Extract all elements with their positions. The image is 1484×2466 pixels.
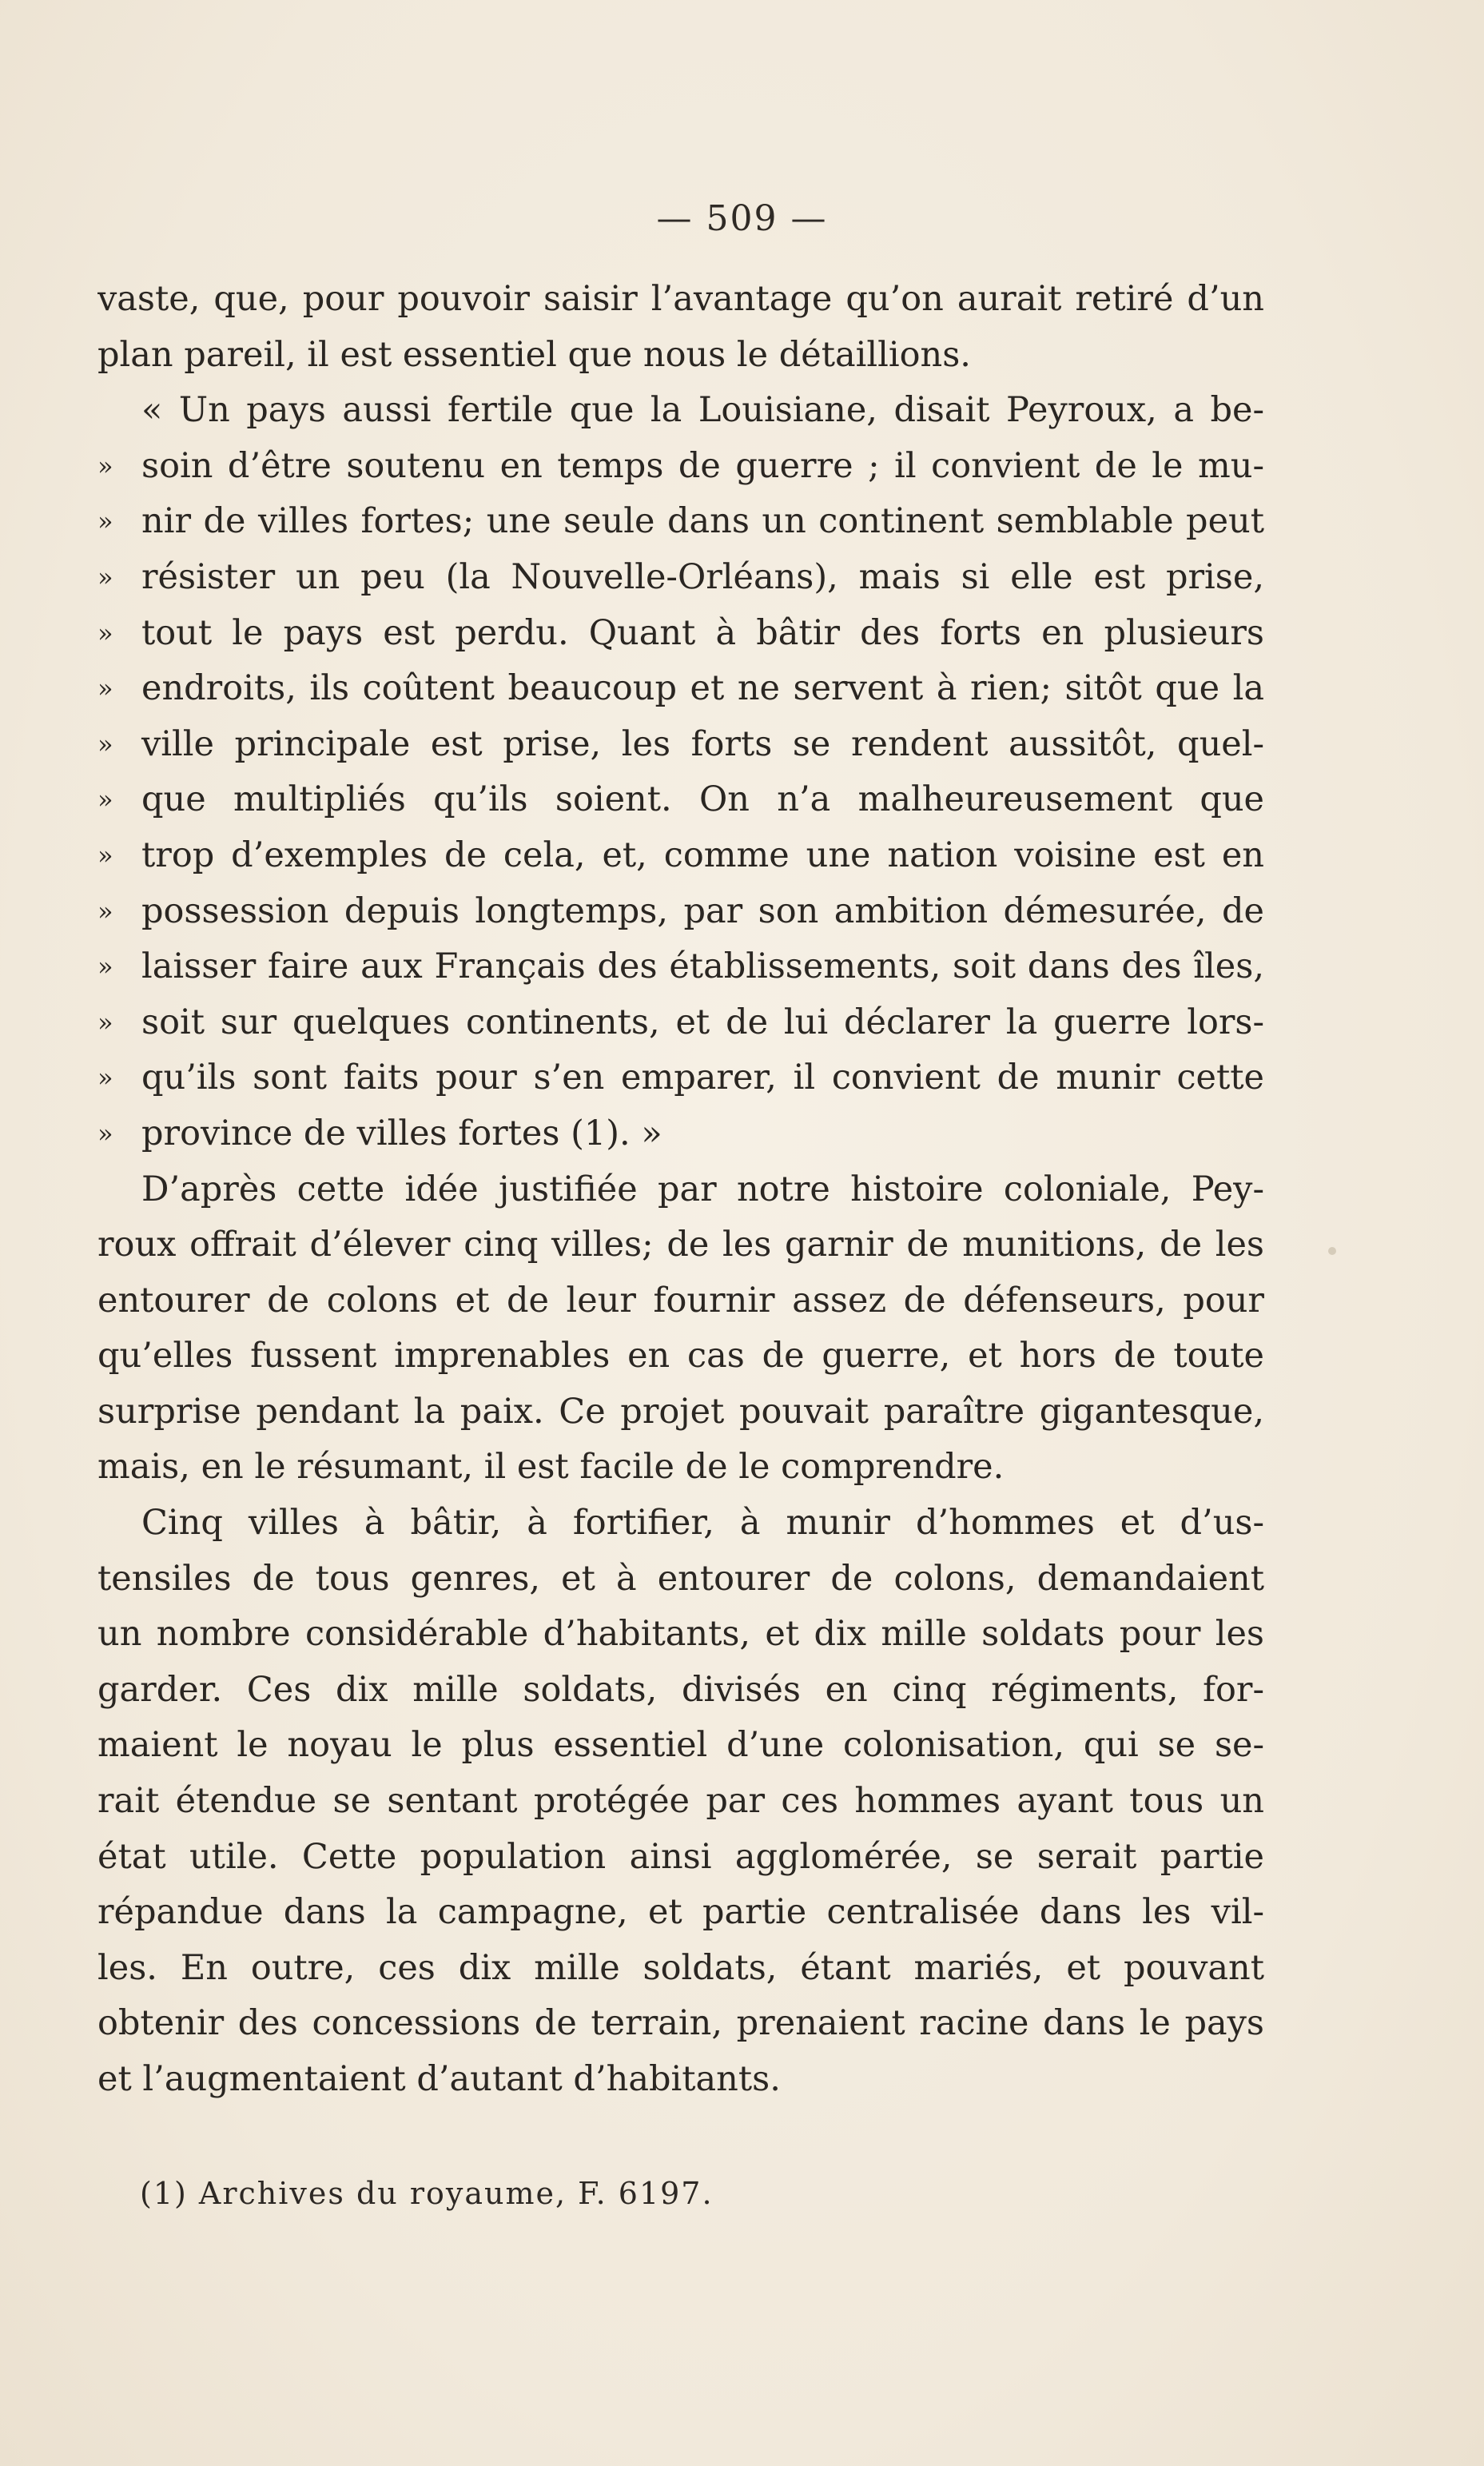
text-line: [97, 717, 1264, 773]
line-text: un nombre considérable d’habitants, et dix mille soldats pour les: [97, 1614, 1264, 1655]
line-text: et l’augmentaient d’autant d’habitants.: [97, 2059, 781, 2099]
line-text: mais, en le résumant, il est facile de le comprendre.: [97, 1447, 1005, 1488]
line-text: qu’ils sont faits pour s’en emparer, il convient de munir cette: [141, 1058, 1264, 1098]
text-line: [97, 1663, 1264, 1719]
text-line: [97, 772, 1264, 828]
text-line: [97, 2052, 1264, 2108]
text-line: [97, 1996, 1264, 2052]
line-text: les. En outre, ces dix mille soldats, étant mariés, et pouvant: [97, 1947, 1264, 1988]
line-text: état utile. Cette population ainsi agglomérée, se serait partie: [97, 1836, 1264, 1877]
text-line: [97, 1774, 1264, 1830]
text-line: [97, 494, 1264, 550]
line-text: tout le pays est perdu. Quant à bâtir des forts en plusieurs: [141, 612, 1264, 653]
quote-mark: »: [97, 506, 113, 537]
text-line: [97, 995, 1264, 1051]
text-line: [97, 1885, 1264, 1941]
text-line: [97, 606, 1264, 662]
quote-mark: »: [97, 450, 113, 481]
text-line: [97, 1273, 1264, 1329]
line-text: soin d’être soutenu en temps de guerre ; il convient de le mu-: [141, 445, 1264, 486]
line-text: résister un peu (la Nouvelle-Orléans), mais si elle est prise,: [141, 556, 1264, 597]
line-text: laisser faire aux Français des établissements, soit dans des îles,: [141, 946, 1264, 987]
text-line: [97, 1941, 1264, 1997]
quote-mark: »: [97, 561, 113, 592]
body-text: [97, 272, 1264, 2108]
line-text: trop d’exemples de cela, et, comme une nation voisine est en: [141, 835, 1264, 875]
text-line: [97, 1440, 1264, 1496]
line-text: soit sur quelques continents, et de lui déclarer la guerre lors-: [141, 1002, 1264, 1042]
quote-mark: »: [97, 951, 113, 982]
text-line: [97, 1552, 1264, 1607]
text-line: [97, 1496, 1264, 1552]
paper-spot: [1328, 1247, 1336, 1255]
text-line: [97, 1217, 1264, 1273]
quote-mark: »: [97, 839, 113, 870]
text-line: [97, 1718, 1264, 1774]
text-line: [97, 1384, 1264, 1440]
quote-mark: »: [97, 1006, 113, 1038]
line-text: ville principale est prise, les forts se rendent aussitôt, quel-: [141, 723, 1264, 764]
line-text: tensiles de tous genres, et à entourer de colons, demandaient: [97, 1558, 1264, 1599]
line-text: maient le noyau le plus essentiel d’une colonisation, qui se se-: [97, 1725, 1264, 1766]
line-text: endroits, ils coûtent beaucoup et ne servent à rien; sitôt que la: [141, 668, 1264, 709]
line-text: possession depuis longtemps, par son ambition démesurée, de: [141, 890, 1264, 931]
quote-mark: »: [97, 673, 113, 704]
line-text: nir de villes fortes; une seule dans un continent semblable peut: [141, 501, 1264, 542]
text-line: [97, 1830, 1264, 1886]
footnote: (1) Archives du royaume, F. 6197.: [140, 2176, 714, 2211]
line-text: qu’elles fussent imprenables en cas de guerre, et hors de toute: [97, 1336, 1264, 1376]
text-line: [97, 939, 1264, 995]
text-line: [97, 328, 1264, 384]
text-line: [97, 884, 1264, 940]
line-text: répandue dans la campagne, et partie centralisée dans les vil-: [97, 1892, 1264, 1933]
line-text: rait étendue se sentant protégée par ces hommes ayant tous un: [97, 1781, 1264, 1822]
line-text: garder. Ces dix mille soldats, divisés en cinq régiments, for-: [97, 1669, 1264, 1710]
text-line: [97, 550, 1264, 606]
line-text: surprise pendant la paix. Ce projet pouvait paraître gigantesque,: [97, 1391, 1264, 1432]
text-line: [97, 1106, 1264, 1162]
text-line: [97, 1050, 1264, 1106]
page-number: — 509 —: [656, 198, 828, 239]
quote-mark: »: [97, 1062, 113, 1094]
quote-mark: »: [97, 1117, 113, 1149]
quote-mark: »: [97, 617, 113, 648]
quote-mark: »: [97, 784, 113, 815]
line-text: D’après cette idée justifiée par notre histoire coloniale, Pey-: [141, 1169, 1264, 1209]
line-text: « Un pays aussi fertile que la Louisiane, disait Peyroux, a be-: [141, 390, 1264, 431]
text-line: [97, 439, 1264, 495]
text-line: [97, 1607, 1264, 1663]
line-text: roux offrait d’élever cinq villes; de les garnir de munitions, de les: [97, 1225, 1264, 1265]
line-text: que multipliés qu’ils soient. On n’a malheureusement que: [141, 779, 1264, 820]
text-line: [97, 1162, 1264, 1218]
text-line: [97, 1329, 1264, 1384]
line-text: province de villes fortes (1). »: [141, 1113, 662, 1153]
line-text: entourer de colons et de leur fournir assez de défenseurs, pour: [97, 1280, 1264, 1321]
text-line: [97, 272, 1264, 328]
line-text: obtenir des concessions de terrain, prenaient racine dans le pays: [97, 2003, 1264, 2044]
line-text: Cinq villes à bâtir, à fortifier, à munir d’hommes et d’us-: [141, 1503, 1264, 1544]
text-line: [97, 383, 1264, 439]
line-text: vaste, que, pour pouvoir saisir l’avantage qu’on aurait retiré d’un: [97, 279, 1264, 319]
text-line: [97, 661, 1264, 717]
text-line: [97, 828, 1264, 884]
line-text: plan pareil, il est essentiel que nous le détaillions.: [97, 334, 971, 375]
quote-mark: »: [97, 728, 113, 759]
quote-mark: »: [97, 895, 113, 926]
